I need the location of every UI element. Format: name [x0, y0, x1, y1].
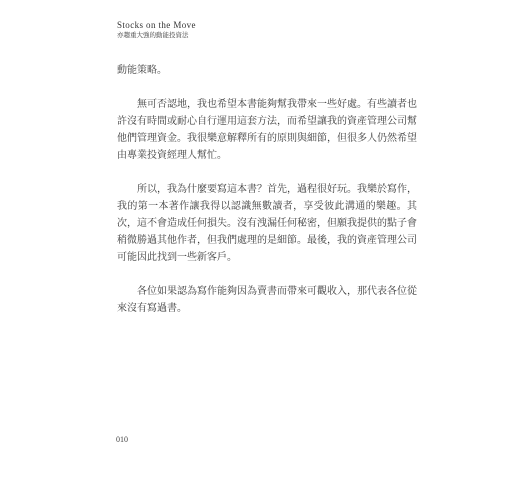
paragraph-continuation: 動能策略。: [117, 65, 167, 76]
book-title-en: Stocks on the Move: [117, 20, 196, 30]
paragraph-gap: [117, 164, 417, 181]
paragraph-gap: [117, 266, 417, 283]
page-number: 010: [116, 435, 128, 444]
page-body: [117, 62, 417, 317]
running-header: [117, 21, 196, 39]
paragraph-gap: [117, 79, 417, 96]
paragraph: 各位如果認為寫作能夠因為賣書而帶來可觀收入，那代表各位從來沒有寫過書。: [117, 286, 417, 314]
paragraph: 無可否認地，我也希望本書能夠幫我帶來一些好處。有些讀者也許沒有時間或耐心自行運用這套方法，而希望讓我的資產管理公司幫他們管理資金。我很樂意解釋所有的原則與細節，但很多人仍然希望由專業投資經理人幫忙。: [117, 99, 417, 161]
book-title-zh: 亦趨重大強的動能投資法: [117, 31, 189, 39]
paragraph: 所以，我為什麼要寫這本書？首先，過程很好玩。我樂於寫作，我的第一本著作讓我得以認識無數讀者，享受彼此溝通的樂趣。其次，這不會造成任何損失。沒有洩漏任何秘密，但願我提供的點子會稍微勝過其他作者，但我們處理的是細節。最後，我的資產管理公司可能因此找到一些新客戶。: [117, 184, 417, 263]
